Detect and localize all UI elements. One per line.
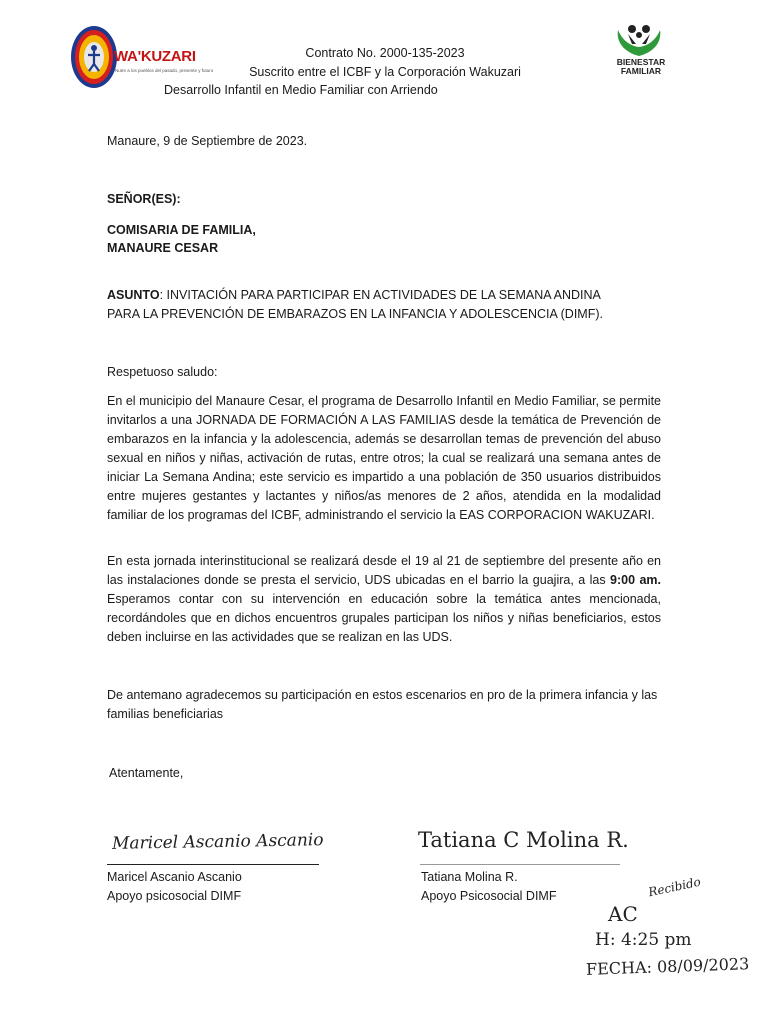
bienestar-name: BIENESTAR FAMILIAR <box>616 57 666 76</box>
paragraph-2 <box>107 552 661 647</box>
bienestar-familiar-logo <box>608 20 670 80</box>
letter-date: Manaure, 9 de Septiembre de 2023. <box>107 134 308 148</box>
receipt-received: Recibido <box>647 874 702 900</box>
contract-number: Contrato No. 2000-135-2023 <box>305 46 465 60</box>
contract-parties: Suscrito entre el ICBF y la Corporación Wakuzari <box>249 65 521 79</box>
receipt-date: FECHA: 08/09/2023 <box>585 954 750 979</box>
paragraph-2-part-b: Esperamos contar con su intervención en educación sobre la temática antes mencionada, recordándoles que en dichos encuentros grupales participan los niños y niñas beneficiarios, estos deben incluirse en las actividades que se realizan en las UDS. <box>107 592 661 644</box>
paragraph-2-part-a: En esta jornada interinstitucional se realizará desde el 19 al 21 de septiembre del presente año en las instalaciones donde se presta el servicio, UDS ubicadas en el barrio la guajira, a las <box>107 554 661 587</box>
recipient-line-2: MANAURE CESAR <box>107 241 219 255</box>
wakuzari-name: WA'KUZARI <box>114 48 196 65</box>
recipient-line-1: COMISARIA DE FAMILIA, <box>107 223 256 237</box>
subject-text: : INVITACIÓN PARA PARTICIPAR EN ACTIVIDADES DE LA SEMANA ANDINA PARA LA PREVENCIÓN DE EMBARAZOS EN LA INFANCIA Y ADOLESCENCIA (DIMF). <box>107 288 603 321</box>
closing: Atentamente, <box>109 766 184 780</box>
greeting: Respetuoso saludo: <box>107 365 218 379</box>
signature-1-line <box>107 864 319 865</box>
paragraph-3: De antemano agradecemos su participación en estos escenarios en pro de la primera infancia y las familias beneficiarias <box>107 688 658 721</box>
sun-wheel-emblem-icon <box>70 24 118 90</box>
receipt-time: H: 4:25 pm <box>595 930 692 950</box>
wakuzari-tagline: Nutre a los pueblos del pasado, presente y futuro <box>115 68 214 73</box>
paragraph-1: En el municipio del Manaure Cesar, el programa de Desarrollo Infantil en Medio Familiar, se permite invitarlos a una JORNADA DE FORMACIÓN A LAS FAMILIAS desde la temática de Prevención de embarazos en la infancia y la adolescencia, además se desarrollan temas de prevención del abuso sexual en niños y niñas, activación de rutas, entre otros; la cual se realizará una semana antes de iniciar La Semana Andina; este servicio es impartido a una población de 350 usuarios distribuidos entre mujeres gestantes y lactantes y niños/as menores de 2 años, atendida en la modalidad familiar de los programas del ICBF, administrando el servicio la EAS CORPORACION WAKUZARI. <box>107 394 661 522</box>
signature-2-handwritten: Tatiana C Molina R. <box>418 828 629 852</box>
signature-2-role: Apoyo Psicosocial DIMF <box>421 889 557 903</box>
hands-family-emblem-icon <box>612 20 666 58</box>
signature-2-name: Tatiana Molina R. <box>421 870 518 884</box>
salutation: SEÑOR(ES): <box>107 192 181 206</box>
signature-1-name: Maricel Ascanio Ascanio <box>107 870 242 884</box>
event-time: 9:00 am. <box>610 573 661 587</box>
program-name: Desarrollo Infantil en Medio Familiar con Arriendo <box>164 83 438 97</box>
subject-label: ASUNTO <box>107 288 160 302</box>
signature-1-handwritten: Maricel Ascanio Ascanio <box>111 830 324 854</box>
receipt-initials: AC <box>608 902 638 926</box>
subject <box>107 286 627 324</box>
signature-2-line <box>420 864 620 865</box>
signature-1-role: Apoyo psicosocial DIMF <box>107 889 242 903</box>
